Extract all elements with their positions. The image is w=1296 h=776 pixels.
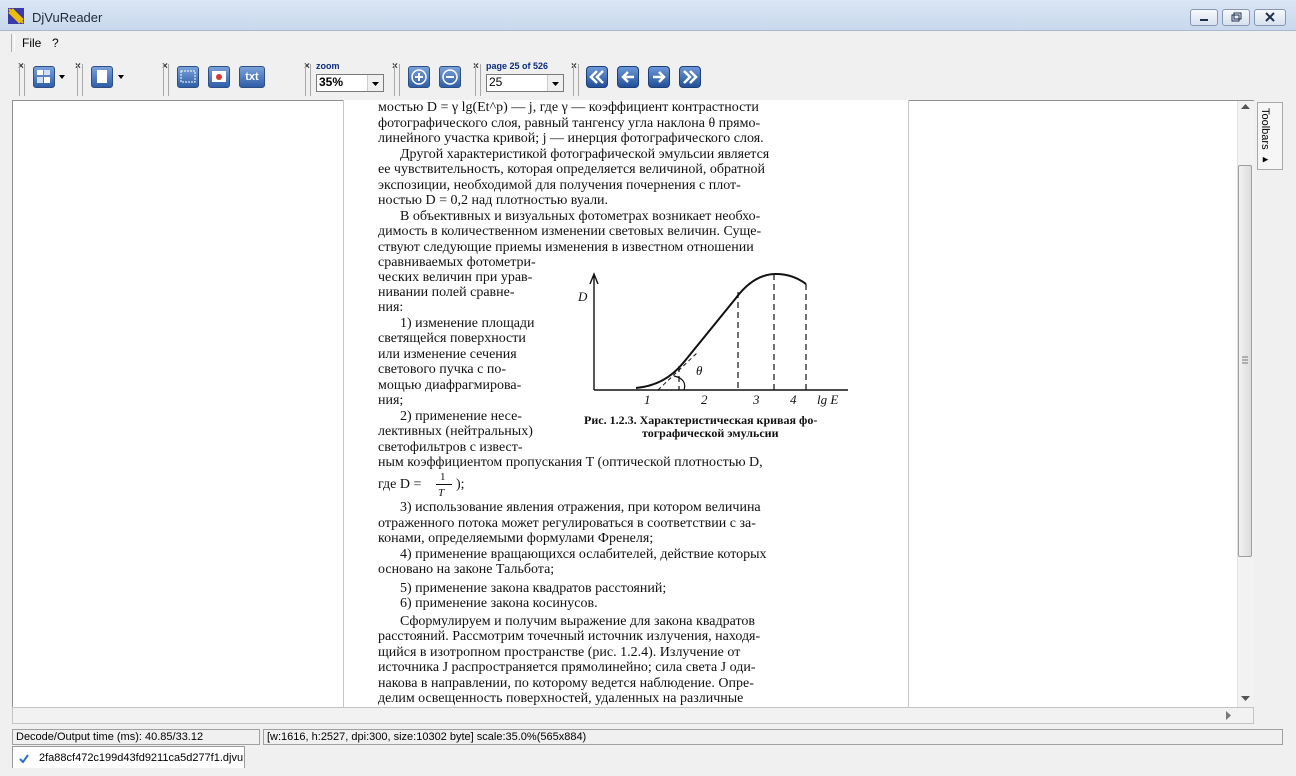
x-tick-label: 4 [790, 392, 797, 407]
page-text-line: нивании полей сравне- [378, 285, 515, 300]
scroll-down-icon[interactable] [1241, 696, 1250, 702]
page-text-line: 4) применение вращающихся ослабителей, действие которых [400, 547, 767, 562]
close-icon [1255, 10, 1285, 25]
page-select[interactable] [486, 74, 564, 92]
y-axis-label: D [578, 289, 588, 304]
scroll-up-icon[interactable] [1241, 104, 1250, 110]
page-number-value: 25 [489, 75, 503, 89]
page-text-line: 2) применение несе- [400, 409, 522, 424]
page-canvas[interactable] [343, 100, 909, 707]
menu-bar [0, 31, 1296, 55]
selection-rectangle-icon [178, 67, 198, 87]
page-text-line: ным коэффициентом пропускания T (оптической плотностью D, [378, 455, 763, 470]
page-text-line: димость в количественном изменении световых величин. Суще- [378, 224, 762, 239]
page-text-line: Другой характеристикой фотографической эмульсии является [400, 147, 770, 162]
checkmark-icon [19, 754, 29, 764]
toolbar-close-icon[interactable]: × [304, 61, 310, 72]
grip-icon [1241, 356, 1249, 364]
toolbar-close-icon[interactable]: × [392, 61, 398, 72]
arrow-left-icon [618, 67, 638, 87]
toolbar-grip[interactable] [571, 61, 579, 96]
document-tab[interactable] [12, 746, 245, 768]
fraction-denominator: T [438, 487, 445, 499]
x-tick-label: 1 [644, 392, 651, 407]
page-text-line: ствуют следующие приемы изменения в известном отношении [378, 240, 754, 255]
page-text-line: линейного участка кривой; j — инерция фотографического слоя. [378, 131, 764, 146]
minimize-button[interactable] [1190, 9, 1218, 26]
double-chevron-right-icon [680, 67, 700, 87]
angle-label: θ [696, 363, 703, 378]
document-tab-label: 2fa88cf472c199d43fd9211ca5d277f1.djvu [39, 752, 244, 764]
page-text-line: сравниваемых фотометри- [378, 255, 536, 270]
title-bar [0, 0, 1296, 31]
djvureader-app-icon [8, 8, 24, 24]
x-tick-label: 3 [753, 392, 760, 407]
curve [636, 274, 806, 388]
page-text-line: В объективных и визуальных фотометрах возникает необхо- [400, 209, 761, 224]
page-text-line: расстояний. Рассмотрим точечный источник излучения, находя- [378, 629, 761, 644]
fraction-numerator: 1 [440, 471, 446, 483]
page-text-line: светофильтров с извест- [378, 440, 523, 455]
toolbar-close-icon[interactable]: × [571, 61, 577, 72]
page-text-line: основано на законе Тальбота; [378, 562, 555, 577]
figure-caption-line: тографической эмульсии [642, 426, 779, 440]
toolbar-grip[interactable] [162, 61, 169, 96]
toolbar-close-icon[interactable]: × [473, 61, 479, 72]
page-text-line: ния: [378, 300, 404, 315]
window-title: DjVuReader [32, 10, 103, 25]
page-text-line: ); [456, 477, 465, 492]
menu-file[interactable]: File [22, 36, 42, 50]
first-page-button[interactable] [586, 66, 608, 88]
page-text-line: экспозиции, необходимой для получения почернения с плот- [378, 178, 741, 193]
figure-caption-line: Рис. 1.2.3. Характеристическая кривая фо- [584, 413, 818, 427]
page-text-line: светового пучка с по- [378, 362, 507, 377]
page-layout-button[interactable] [91, 66, 113, 88]
decode-time-status: Decode/Output time (ms): 40.85/33.12 [12, 729, 260, 745]
page-text-line: Сформулируем и получим выражение для закона квадратов [400, 614, 755, 629]
page-text-line: ческих величин при урав- [378, 270, 533, 285]
chevron-down-icon[interactable] [547, 75, 563, 91]
page-text-line: 3) использование явления отражения, при котором величина [400, 500, 761, 515]
page-text-line: щийся в изотропном пространстве (рис. 1.2.4). Излучение от [378, 645, 741, 660]
x-tick-label: 2 [701, 392, 708, 407]
fraction-bar [436, 484, 452, 485]
page-text-line: ния; [378, 393, 404, 408]
tangent-line [658, 352, 698, 390]
page-icon [92, 67, 112, 87]
select-region-button[interactable] [177, 66, 199, 88]
scroll-right-icon[interactable] [1226, 711, 1232, 720]
page-text-line: лективных (нейтральных) [378, 424, 533, 439]
page-text-line: светящейся поверхности [378, 331, 526, 346]
chevron-down-icon[interactable] [367, 75, 383, 91]
toolbar-grip[interactable] [75, 61, 83, 96]
restore-icon [1223, 10, 1249, 25]
arrow-right-icon [649, 67, 669, 87]
menu-help[interactable]: ? [52, 36, 59, 50]
previous-page-button[interactable] [617, 66, 639, 88]
toolbar-grip[interactable] [473, 61, 481, 96]
page-text-line: делим освещенность поверхностей, удаленных на различные [378, 691, 744, 706]
toolbar-grip[interactable] [392, 61, 400, 96]
zoom-select[interactable] [316, 74, 384, 92]
page-text-line: мощью диафрагмирова- [378, 378, 522, 393]
page-text-line: 1) изменение площади [400, 316, 535, 331]
zoom-value: 35% [319, 75, 344, 89]
image-icon [209, 67, 229, 87]
chevron-down-icon[interactable] [117, 74, 125, 80]
chevron-down-icon[interactable] [58, 74, 66, 80]
toolbar-grip[interactable] [304, 61, 311, 96]
page-text-line: мостью D = γ lg(Et^p) — j, где γ — коэффициент контрастности [378, 100, 759, 115]
page-text-line: источника J распространяется прямолинейно; сила света J оди- [378, 660, 756, 675]
toolbars-tab-label[interactable]: Toolbars ▸ [1259, 108, 1271, 166]
menu-grip [11, 34, 15, 52]
zoom-in-icon [409, 67, 429, 87]
last-page-button[interactable] [679, 66, 701, 88]
page-text-line: 5) применение закона квадратов расстояний; [400, 581, 667, 596]
page-text-line: отраженного потока может регулироваться в соответствии с за- [378, 516, 756, 531]
restore-button[interactable] [1222, 9, 1250, 26]
page-text-line: 6) применение закона косинусов. [400, 596, 598, 611]
page-text-line: ее чувствительность, которая определяется величиной, обратной [378, 162, 765, 177]
select-image-button[interactable] [208, 66, 230, 88]
select-text-button[interactable]: txt [239, 66, 265, 88]
layout-icon [34, 67, 54, 87]
zoom-label: zoom [316, 61, 340, 71]
page-text-line: конами, определяемыми формулами Френеля; [378, 531, 654, 546]
page-count-label: page 25 of 526 [486, 61, 549, 71]
zoom-out-icon [440, 67, 460, 87]
page-text-line: ностью D = 0,2 над плотностью вуали. [378, 193, 609, 208]
page-text-line: или изменение сечения [378, 347, 517, 362]
toolbar-close-icon[interactable]: × [75, 61, 81, 72]
horizontal-scrollbar[interactable] [12, 707, 1254, 724]
zoom-out-button[interactable] [439, 66, 461, 88]
page-text-line: где D = [378, 477, 422, 492]
double-chevron-left-icon [587, 67, 607, 87]
page-info-status: [w:1616, h:2527, dpi:300, size:10302 byte] scale:35.0%(565x884) [263, 729, 1283, 745]
view-mode-button[interactable] [33, 66, 55, 88]
y-axis [590, 274, 598, 390]
toolbar-grip[interactable] [18, 61, 25, 96]
close-window-button[interactable] [1254, 9, 1286, 26]
toolbar-close-icon[interactable]: × [18, 61, 24, 72]
x-axis-label: lg E [817, 392, 839, 407]
characteristic-curve-figure [576, 270, 856, 402]
next-page-button[interactable] [648, 66, 670, 88]
zoom-in-button[interactable] [408, 66, 430, 88]
minimize-icon [1191, 10, 1217, 25]
page-text-line: накова в направлении, по которому ведется наблюдение. Опре- [378, 676, 754, 691]
toolbar-close-icon[interactable]: × [162, 61, 168, 72]
page-text-line: фотографического слоя, равный тангенсу угла наклона θ прямо- [378, 116, 761, 131]
